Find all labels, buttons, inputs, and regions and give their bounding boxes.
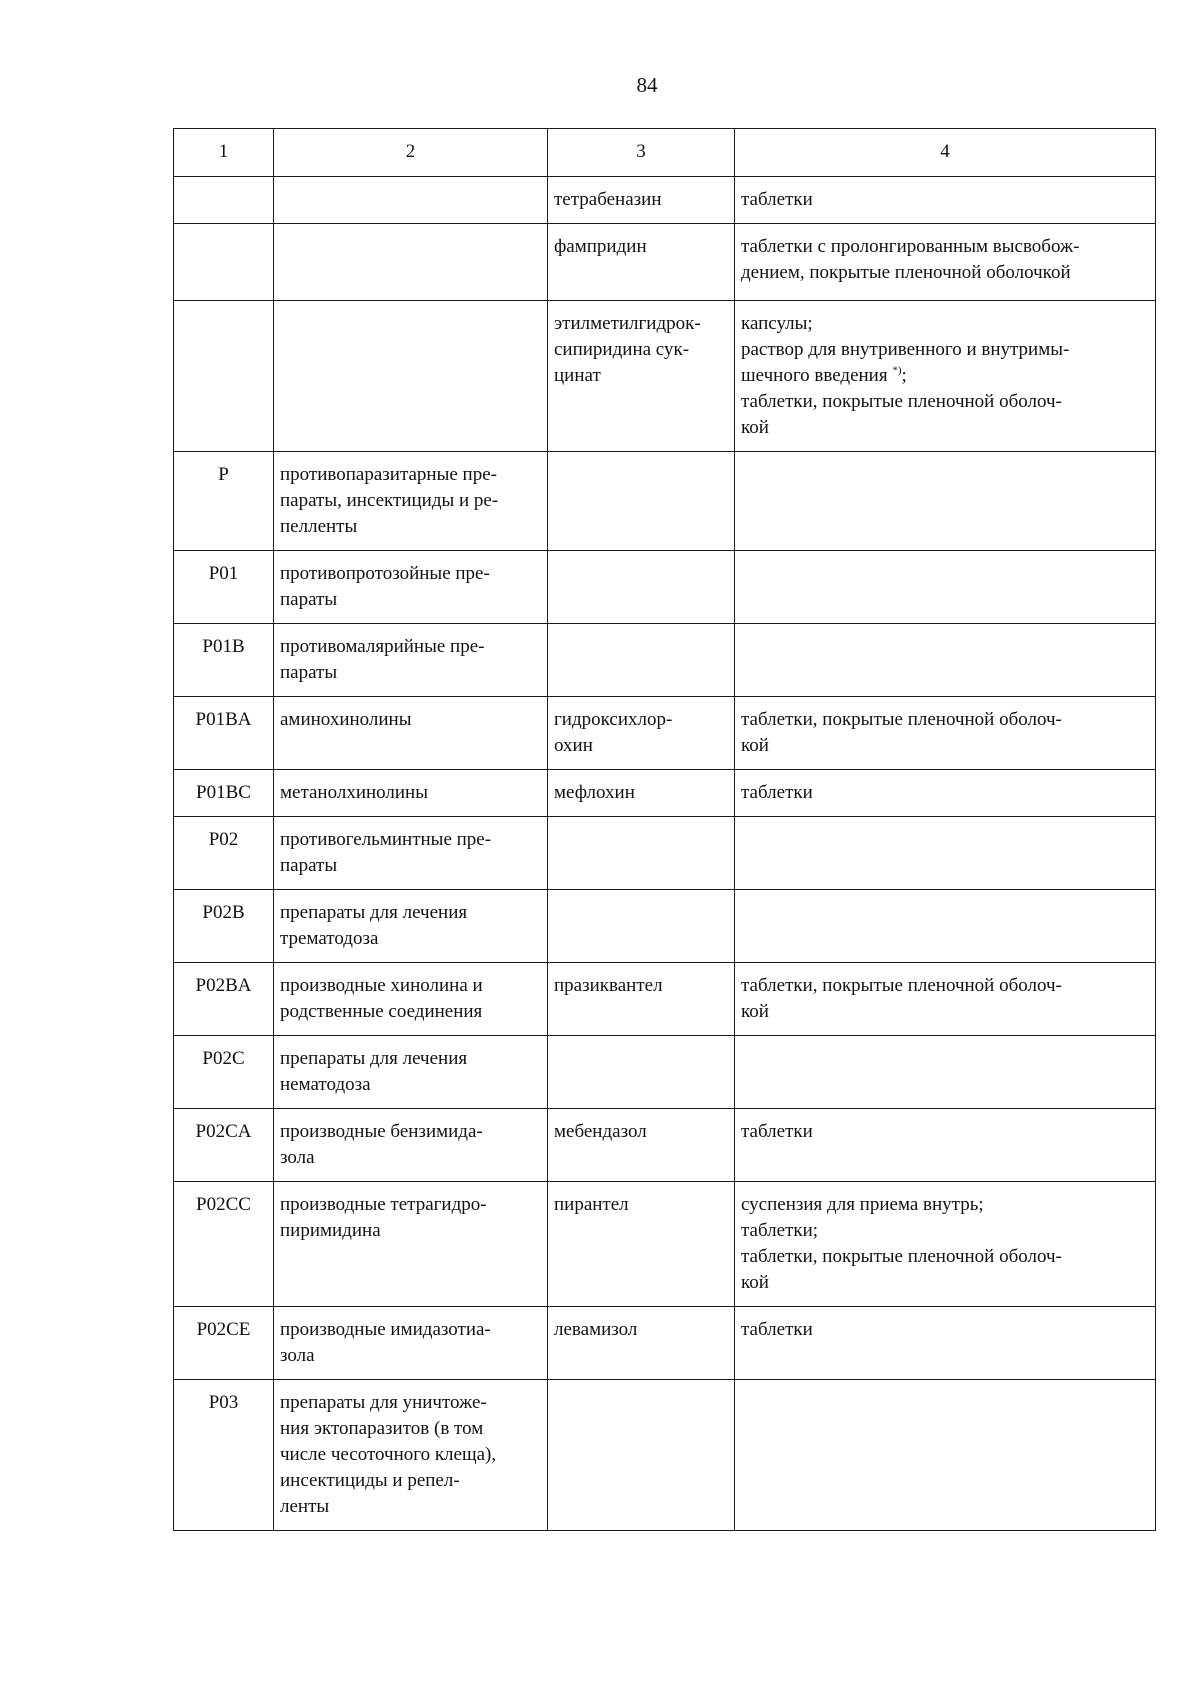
cell-line: цинат bbox=[554, 365, 601, 386]
dosage-form-cell bbox=[735, 301, 1156, 452]
cell-line: параты, инсектициды и ре- bbox=[280, 490, 499, 511]
group-name-cell bbox=[274, 624, 548, 697]
cell-line: производные бензимида- bbox=[280, 1121, 483, 1142]
footnote-marker: *) bbox=[892, 364, 902, 377]
header-cell-2: 2 bbox=[274, 129, 548, 177]
table-row bbox=[174, 624, 1156, 697]
cell-line: параты bbox=[280, 589, 338, 610]
cell-line: таблетки; bbox=[741, 1220, 819, 1241]
cell-line: мефлохин bbox=[554, 782, 635, 803]
dosage-form-cell bbox=[735, 1307, 1156, 1380]
cell-line: тетрабеназин bbox=[554, 189, 662, 210]
group-name-cell bbox=[274, 224, 548, 301]
cell-line: таблетки, покрытые пленочной оболоч- bbox=[741, 975, 1062, 996]
drug-name-cell bbox=[548, 1109, 735, 1182]
cell-line: таблетки, покрытые пленочной оболоч- bbox=[741, 391, 1062, 412]
cell-line: дением, покрытые пленочной оболочкой bbox=[741, 262, 1071, 283]
cell-line: капсулы; bbox=[741, 313, 813, 334]
dosage-form-cell bbox=[735, 624, 1156, 697]
header-cell-1: 1 bbox=[174, 129, 274, 177]
cell-line: инсектициды и репел- bbox=[280, 1470, 460, 1491]
table-row bbox=[174, 224, 1156, 301]
drug-name-cell bbox=[548, 1182, 735, 1307]
dosage-form-cell bbox=[735, 452, 1156, 551]
cell-line: сипиридина сук- bbox=[554, 339, 690, 360]
medicines-table bbox=[173, 128, 1156, 1531]
drug-name-cell bbox=[548, 890, 735, 963]
table-header-row bbox=[174, 129, 1156, 177]
group-name-cell bbox=[274, 890, 548, 963]
atc-code-cell: P01BA bbox=[174, 697, 274, 770]
table-row bbox=[174, 452, 1156, 551]
table-row bbox=[174, 1307, 1156, 1380]
cell-line: зола bbox=[280, 1147, 315, 1168]
group-name-cell bbox=[274, 1109, 548, 1182]
drug-name-cell bbox=[548, 452, 735, 551]
drug-name-cell bbox=[548, 177, 735, 224]
table-row bbox=[174, 551, 1156, 624]
cell-line: кой bbox=[741, 417, 769, 438]
table-row bbox=[174, 177, 1156, 224]
atc-code-cell: P02CE bbox=[174, 1307, 274, 1380]
cell-line: производные тетрагидро- bbox=[280, 1194, 487, 1215]
drug-name-cell bbox=[548, 301, 735, 452]
cell-line: суспензия для приема внутрь; bbox=[741, 1194, 984, 1215]
cell-line: таблетки с пролонгированным высвобож- bbox=[741, 236, 1080, 257]
group-name-cell bbox=[274, 177, 548, 224]
cell-line: пирантел bbox=[554, 1194, 629, 1215]
table-row bbox=[174, 697, 1156, 770]
atc-code-cell: P02CA bbox=[174, 1109, 274, 1182]
cell-line: пиримидина bbox=[280, 1220, 381, 1241]
drug-name-cell bbox=[548, 624, 735, 697]
atc-code-cell bbox=[174, 224, 274, 301]
drug-name-cell bbox=[548, 1307, 735, 1380]
group-name-cell bbox=[274, 1182, 548, 1307]
cell-line: трематодоза bbox=[280, 928, 379, 949]
cell-line: таблетки bbox=[741, 782, 813, 803]
dosage-form-cell bbox=[735, 697, 1156, 770]
table-row bbox=[174, 1036, 1156, 1109]
cell-line: кой bbox=[741, 1272, 769, 1293]
table-row bbox=[174, 770, 1156, 817]
cell-line: раствор для внутривенного и внутримы- bbox=[741, 339, 1070, 360]
cell-line: шечного введения *); bbox=[741, 364, 907, 386]
table-row bbox=[174, 817, 1156, 890]
table-row bbox=[174, 1109, 1156, 1182]
group-name-cell bbox=[274, 770, 548, 817]
cell-line: родственные соединения bbox=[280, 1001, 483, 1022]
cell-line: мебендазол bbox=[554, 1121, 647, 1142]
drug-name-cell bbox=[548, 224, 735, 301]
table-row bbox=[174, 1182, 1156, 1307]
cell-line: аминохинолины bbox=[280, 709, 412, 730]
cell-line: противогельминтные пре- bbox=[280, 829, 492, 850]
cell-line: охин bbox=[554, 735, 593, 756]
cell-line: левамизол bbox=[554, 1319, 638, 1340]
cell-line: этилметилгидрок- bbox=[554, 313, 701, 334]
header-cell-4: 4 bbox=[735, 129, 1156, 177]
atc-code-cell: P02 bbox=[174, 817, 274, 890]
atc-code-cell: P02B bbox=[174, 890, 274, 963]
dosage-form-cell bbox=[735, 963, 1156, 1036]
group-name-cell bbox=[274, 817, 548, 890]
cell-line: производные хинолина и bbox=[280, 975, 483, 996]
drug-name-cell bbox=[548, 770, 735, 817]
cell-line: производные имидазотиа- bbox=[280, 1319, 491, 1340]
drug-name-cell bbox=[548, 551, 735, 624]
table-row bbox=[174, 1380, 1156, 1531]
group-name-cell bbox=[274, 697, 548, 770]
group-name-cell bbox=[274, 551, 548, 624]
drug-name-cell bbox=[548, 817, 735, 890]
cell-line: зола bbox=[280, 1345, 315, 1366]
cell-line: фампридин bbox=[554, 236, 647, 257]
cell-line: таблетки bbox=[741, 1319, 813, 1340]
cell-line: таблетки bbox=[741, 1121, 813, 1142]
atc-code-cell bbox=[174, 177, 274, 224]
dosage-form-cell bbox=[735, 1109, 1156, 1182]
atc-code-cell: P02C bbox=[174, 1036, 274, 1109]
atc-code-cell: P01 bbox=[174, 551, 274, 624]
cell-line: числе чесоточного клеща), bbox=[280, 1444, 497, 1465]
cell-line: ния эктопаразитов (в том bbox=[280, 1418, 484, 1439]
group-name-cell bbox=[274, 452, 548, 551]
cell-line: пелленты bbox=[280, 516, 358, 537]
atc-code-cell: P02BA bbox=[174, 963, 274, 1036]
cell-line: противомалярийные пре- bbox=[280, 636, 485, 657]
group-name-cell bbox=[274, 963, 548, 1036]
dosage-form-cell bbox=[735, 224, 1156, 301]
group-name-cell bbox=[274, 1380, 548, 1531]
drug-name-cell bbox=[548, 1380, 735, 1531]
drug-name-cell bbox=[548, 1036, 735, 1109]
cell-line: нематодоза bbox=[280, 1074, 371, 1095]
cell-line: параты bbox=[280, 855, 338, 876]
group-name-cell bbox=[274, 1036, 548, 1109]
group-name-cell bbox=[274, 301, 548, 452]
drug-name-cell bbox=[548, 963, 735, 1036]
cell-line: гидроксихлор- bbox=[554, 709, 673, 730]
atc-code-cell bbox=[174, 301, 274, 452]
cell-line: параты bbox=[280, 662, 338, 683]
dosage-form-cell bbox=[735, 1036, 1156, 1109]
group-name-cell bbox=[274, 1307, 548, 1380]
dosage-form-cell bbox=[735, 1380, 1156, 1531]
cell-line: кой bbox=[741, 735, 769, 756]
table-row bbox=[174, 890, 1156, 963]
atc-code-cell: P01BC bbox=[174, 770, 274, 817]
cell-line: таблетки bbox=[741, 189, 813, 210]
atc-code-cell: P02CC bbox=[174, 1182, 274, 1307]
atc-code-cell: P bbox=[174, 452, 274, 551]
dosage-form-cell bbox=[735, 1182, 1156, 1307]
cell-line: противопаразитарные пре- bbox=[280, 464, 497, 485]
dosage-form-cell bbox=[735, 177, 1156, 224]
cell-line: противопротозойные пре- bbox=[280, 563, 490, 584]
cell-line: метанолхинолины bbox=[280, 782, 428, 803]
cell-line: празиквантел bbox=[554, 975, 663, 996]
dosage-form-cell bbox=[735, 817, 1156, 890]
atc-code-cell: P01B bbox=[174, 624, 274, 697]
dosage-form-cell bbox=[735, 890, 1156, 963]
header-cell-3: 3 bbox=[548, 129, 735, 177]
cell-line: таблетки, покрытые пленочной оболоч- bbox=[741, 1246, 1062, 1267]
dosage-form-cell bbox=[735, 770, 1156, 817]
atc-code-cell: P03 bbox=[174, 1380, 274, 1531]
drug-name-cell bbox=[548, 697, 735, 770]
cell-line: препараты для уничтоже- bbox=[280, 1392, 487, 1413]
cell-line: таблетки, покрытые пленочной оболоч- bbox=[741, 709, 1062, 730]
cell-line: препараты для лечения bbox=[280, 1048, 468, 1069]
page-number: 84 bbox=[636, 73, 658, 97]
cell-line: ленты bbox=[280, 1496, 330, 1517]
table-row bbox=[174, 963, 1156, 1036]
dosage-form-cell bbox=[735, 551, 1156, 624]
cell-line: кой bbox=[741, 1001, 769, 1022]
cell-line: препараты для лечения bbox=[280, 902, 468, 923]
table-row bbox=[174, 301, 1156, 452]
